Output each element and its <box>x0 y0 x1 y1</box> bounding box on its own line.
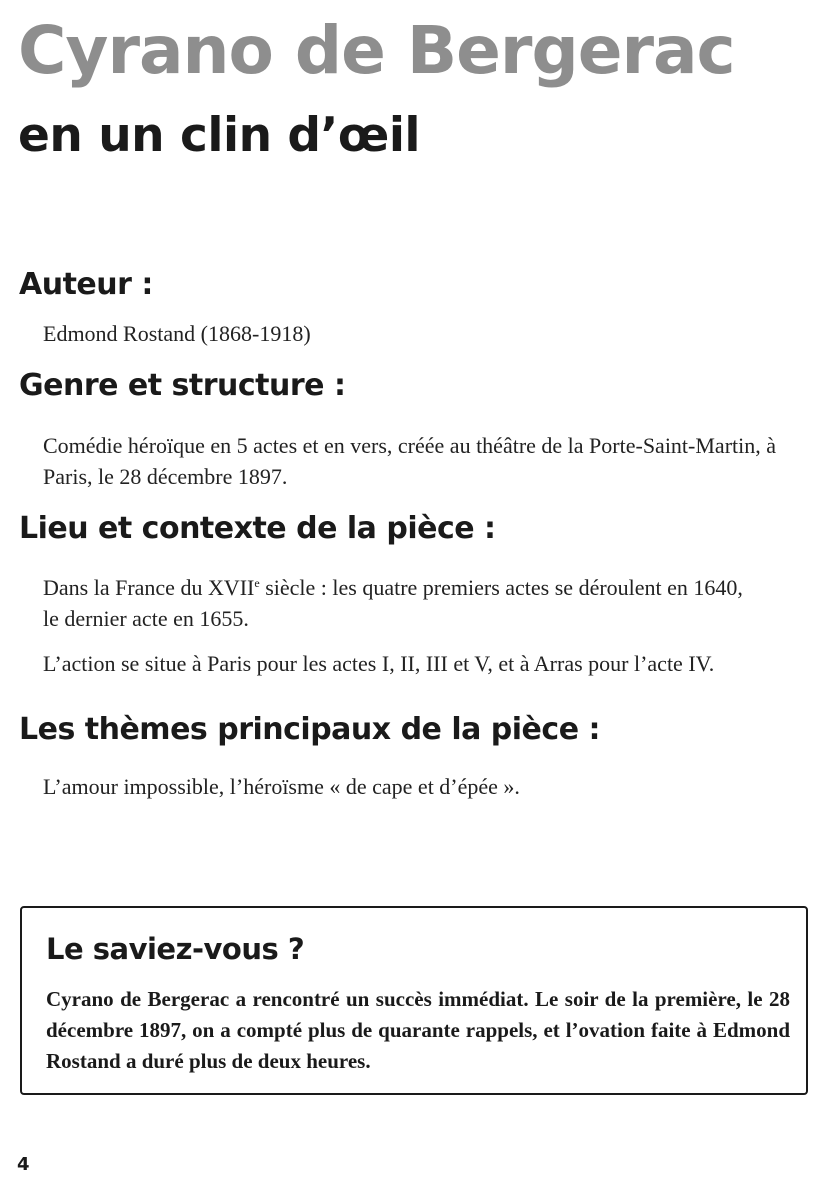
did-you-know-text: Cyrano de Bergerac a rencontré un succès immédiat. Le soir de la première, le 28 décembre 1897, on a compté plus de quarante rappels, et l’ovation faite à Edmond Rostand a duré plus de deux heures. <box>46 987 790 1073</box>
century-superscript: e <box>254 576 260 590</box>
lieu-text-start: Dans la France du XVII <box>43 575 255 600</box>
section-heading-lieu: Lieu et contexte de la pièce : <box>19 511 496 546</box>
section-text-auteur: Edmond Rostand (1868-1918) <box>43 321 311 346</box>
section-heading-auteur: Auteur : <box>19 267 153 302</box>
section-text-lieu-paragraph-2: L’action se situe à Paris pour les actes I, II, III et V, et à Arras pour l’acte IV. <box>43 651 715 676</box>
section-text-themes: L’amour impossible, l’héroïsme « de cape et d’épée ». <box>43 774 520 799</box>
did-you-know-title: Le saviez-vous ? <box>46 932 305 966</box>
section-text-lieu-paragraph-1 <box>43 572 758 634</box>
did-you-know-box <box>20 906 808 1095</box>
section-heading-themes: Les thèmes principaux de la pièce : <box>19 712 600 747</box>
lieu-text-end: siècle : les quatre premiers actes se déroulent en 1640, le dernier acte en 1655. <box>43 575 743 631</box>
page-number: 4 <box>17 1154 30 1175</box>
page-subtitle: en un clin d’œil <box>18 108 421 163</box>
page-title: Cyrano de Bergerac <box>18 12 735 89</box>
section-text-genre: Comédie héroïque en 5 actes et en vers, créée au théâtre de la Porte-Saint-Martin, à Paris, le 28 décembre 1897. <box>43 433 777 489</box>
section-heading-genre: Genre et structure : <box>19 368 346 403</box>
